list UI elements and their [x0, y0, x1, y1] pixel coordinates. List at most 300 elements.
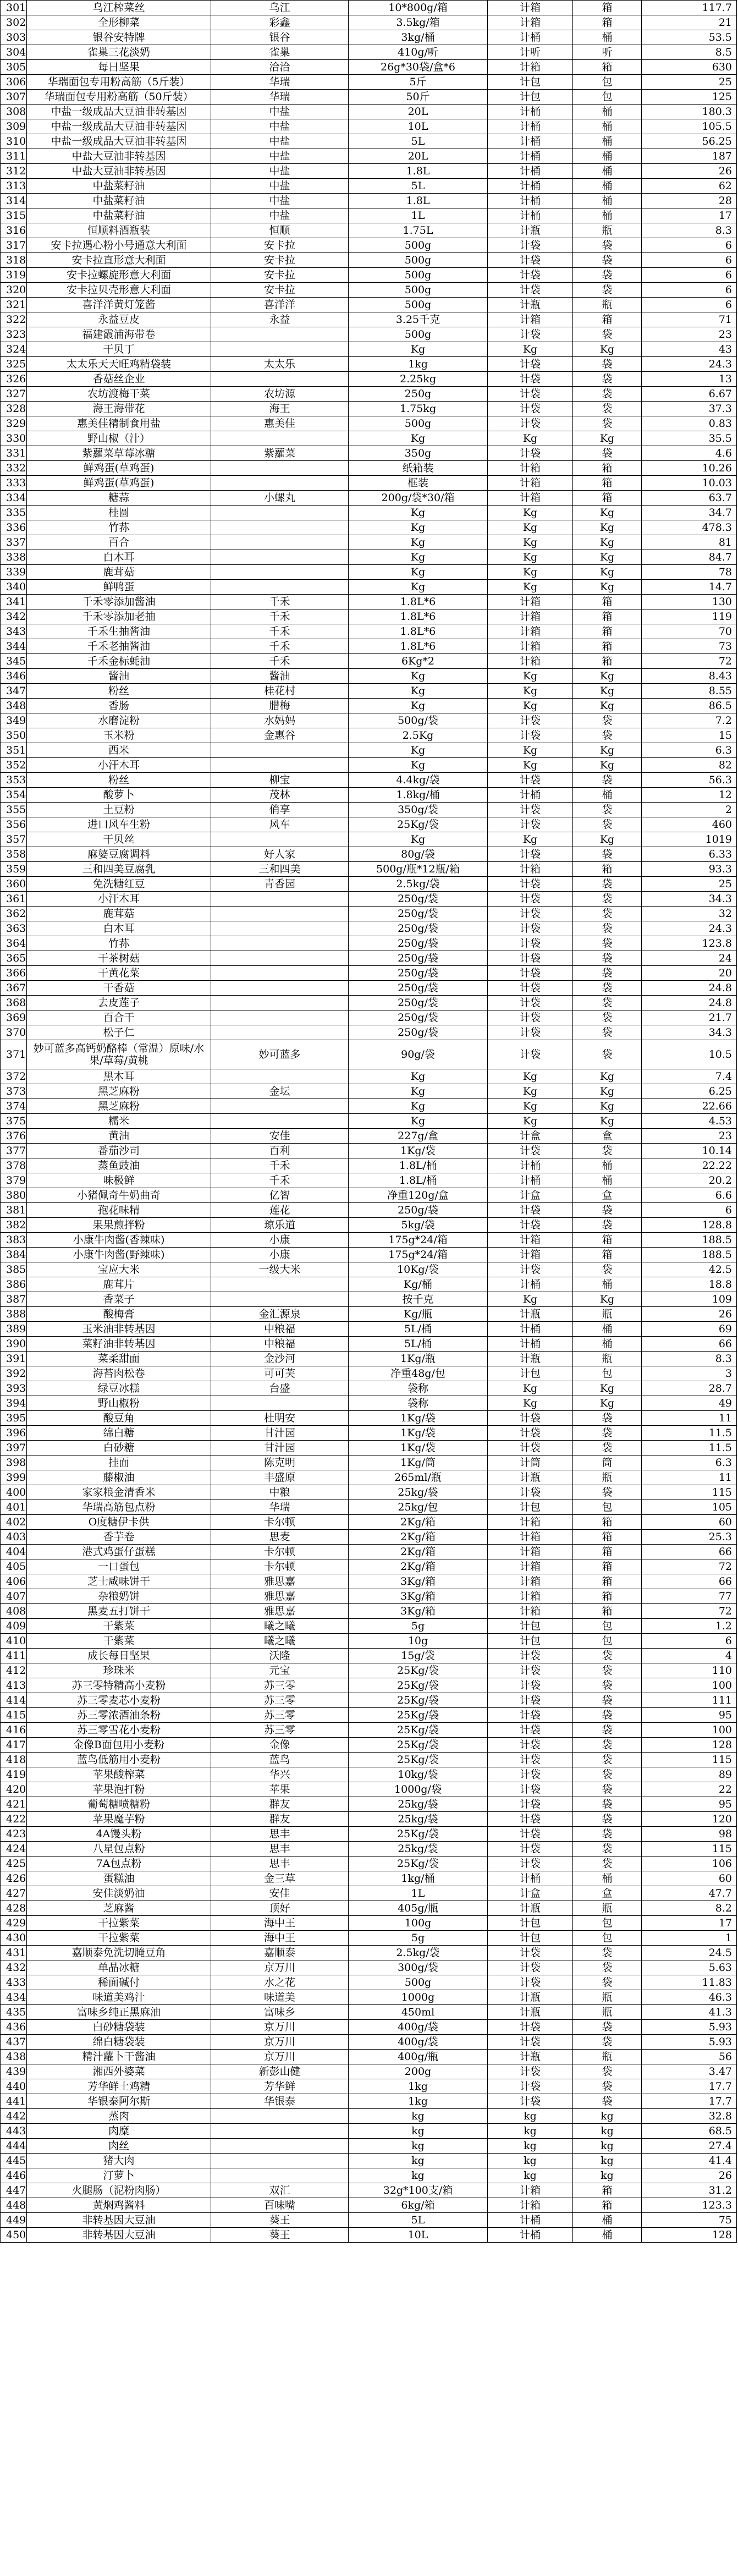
cell-brand	[211, 1025, 349, 1040]
cell-spec: Kg	[349, 565, 488, 580]
cell-unit2: 桶	[573, 1337, 642, 1352]
cell-unit: 计包	[488, 75, 573, 90]
cell-brand: 中盐	[211, 134, 349, 149]
cell-unit: 计包	[488, 1619, 573, 1634]
cell-brand: 雅思嘉	[211, 1604, 349, 1619]
cell-no: 414	[1, 1693, 27, 1708]
cell-price: 4.6	[642, 446, 737, 461]
cell-unit2: 箱	[573, 461, 642, 476]
table-body	[1, 1, 737, 2243]
cell-name: 金像B面包用小麦粉	[27, 1738, 211, 1753]
cell-unit: 计箱	[488, 461, 573, 476]
cell-unit: 计袋	[488, 1441, 573, 1455]
cell-name: 竹荪	[27, 520, 211, 535]
cell-unit: Kg	[488, 580, 573, 595]
cell-spec: Kg	[349, 699, 488, 713]
table-row	[1, 506, 737, 520]
cell-name: 宝应大米	[27, 1262, 211, 1277]
cell-price: 17.7	[642, 2094, 737, 2109]
table-row	[1, 1975, 737, 1990]
cell-price: 100	[642, 1678, 737, 1693]
cell-unit: kg	[488, 2168, 573, 2183]
cell-unit2: Kg	[573, 1114, 642, 1129]
cell-unit2: 箱	[573, 1545, 642, 1559]
cell-price: 8.3	[642, 223, 737, 238]
cell-unit: 计袋	[488, 1426, 573, 1441]
cell-price: 71	[642, 312, 737, 327]
cell-spec: 500g/袋	[349, 713, 488, 728]
cell-brand: 蓝鸟	[211, 1753, 349, 1767]
cell-name: 港式鸡蛋仔蛋糕	[27, 1545, 211, 1559]
cell-unit2: 袋	[573, 2079, 642, 2094]
cell-unit: 计袋	[488, 1040, 573, 1069]
cell-brand	[211, 535, 349, 550]
cell-brand: 千禾	[211, 609, 349, 624]
cell-no: 427	[1, 1886, 27, 1901]
table-row	[1, 1931, 737, 1946]
cell-brand: 俏享	[211, 803, 349, 817]
table-row	[1, 1069, 737, 1084]
cell-name: 单晶冰糖	[27, 1960, 211, 1975]
cell-price: 105.5	[642, 119, 737, 134]
table-row	[1, 1144, 737, 1158]
table-row	[1, 728, 737, 743]
cell-spec: 410g/听	[349, 45, 488, 60]
cell-no: 351	[1, 743, 27, 758]
cell-price: 56	[642, 2050, 737, 2064]
cell-name: 酸豆角	[27, 1411, 211, 1426]
table-row	[1, 491, 737, 506]
cell-price: 100	[642, 1723, 737, 1738]
cell-price: 6.6	[642, 1188, 737, 1203]
cell-unit2: 袋	[573, 268, 642, 283]
cell-unit: 计袋	[488, 2079, 573, 2094]
cell-spec: 1000g/袋	[349, 1782, 488, 1797]
cell-spec: Kg	[349, 1069, 488, 1084]
cell-name: 非转基因大豆油	[27, 2228, 211, 2243]
cell-price: 8.5	[642, 45, 737, 60]
cell-no: 399	[1, 1470, 27, 1485]
cell-no: 314	[1, 194, 27, 208]
cell-no: 344	[1, 639, 27, 654]
cell-no: 327	[1, 387, 27, 402]
cell-no: 449	[1, 2213, 27, 2228]
cell-no: 403	[1, 1530, 27, 1545]
cell-unit: 计袋	[488, 402, 573, 416]
cell-unit2: 袋	[573, 1218, 642, 1233]
cell-price: 11.5	[642, 1441, 737, 1455]
cell-price: 60	[642, 1871, 737, 1886]
table-row	[1, 1946, 737, 1960]
cell-spec: 1.8L	[349, 194, 488, 208]
cell-no: 343	[1, 624, 27, 639]
cell-brand: 银谷	[211, 30, 349, 45]
table-row	[1, 1530, 737, 1545]
cell-no: 372	[1, 1069, 27, 1084]
table-row	[1, 164, 737, 179]
cell-price: 53.5	[642, 30, 737, 45]
cell-unit2: 桶	[573, 2228, 642, 2243]
cell-unit: 计瓶	[488, 1470, 573, 1485]
cell-spec: 3Kg/箱	[349, 1604, 488, 1619]
cell-price: 23	[642, 1129, 737, 1144]
cell-no: 418	[1, 1753, 27, 1767]
cell-no: 405	[1, 1559, 27, 1574]
cell-unit2: 瓶	[573, 1470, 642, 1485]
cell-unit: 计袋	[488, 1857, 573, 1871]
cell-brand	[211, 832, 349, 847]
cell-name: 麻婆豆腐调料	[27, 847, 211, 862]
cell-name: 苹果泡打粉	[27, 1782, 211, 1797]
cell-brand: 陈克明	[211, 1455, 349, 1470]
cell-brand: 千禾	[211, 624, 349, 639]
cell-spec: 1Kg/袋	[349, 1441, 488, 1455]
cell-name: 喜洋洋黄灯笼酱	[27, 298, 211, 312]
cell-unit2: Kg	[573, 580, 642, 595]
cell-spec: 25Kg/袋	[349, 1827, 488, 1842]
cell-brand: 小螺丸	[211, 491, 349, 506]
cell-brand: 水妈妈	[211, 713, 349, 728]
cell-price: 109	[642, 1292, 737, 1307]
cell-spec: 25Kg/袋	[349, 1678, 488, 1693]
cell-unit2: 箱	[573, 2198, 642, 2213]
cell-unit2: 袋	[573, 327, 642, 342]
cell-price: 72	[642, 1559, 737, 1574]
cell-unit2: 筒	[573, 1455, 642, 1470]
cell-spec: 25Kg/袋	[349, 1708, 488, 1723]
cell-price: 6	[642, 1634, 737, 1649]
cell-price: 23	[642, 327, 737, 342]
table-row	[1, 1990, 737, 2005]
cell-name: 苏三零浓酒油条粉	[27, 1708, 211, 1723]
cell-spec: 500g	[349, 298, 488, 312]
cell-name: 嘉顺泰免洗切腌豆角	[27, 1946, 211, 1960]
cell-name: 三和四美豆腐乳	[27, 862, 211, 877]
cell-brand: 卡尔顿	[211, 1545, 349, 1559]
cell-name: 酱油	[27, 669, 211, 684]
table-row	[1, 2005, 737, 2020]
cell-no: 365	[1, 951, 27, 966]
cell-unit2: 袋	[573, 907, 642, 921]
cell-brand: 金坛	[211, 1084, 349, 1099]
table-row	[1, 105, 737, 119]
cell-name: 西米	[27, 743, 211, 758]
cell-no: 400	[1, 1485, 27, 1500]
cell-no: 350	[1, 728, 27, 743]
cell-no: 368	[1, 996, 27, 1010]
cell-unit: 计袋	[488, 2064, 573, 2079]
cell-name: 全形柳菜	[27, 15, 211, 30]
table-row	[1, 1307, 737, 1322]
cell-brand	[211, 981, 349, 996]
cell-price: 8.2	[642, 1901, 737, 1916]
cell-unit2: 袋	[573, 877, 642, 892]
cell-spec: 3Kg/箱	[349, 1574, 488, 1589]
cell-name: 稀面碱付	[27, 1975, 211, 1990]
cell-spec: 袋称	[349, 1396, 488, 1411]
cell-name: 白木耳	[27, 550, 211, 565]
cell-price: 128	[642, 1738, 737, 1753]
cell-spec: 5L/桶	[349, 1337, 488, 1352]
cell-unit: Kg	[488, 506, 573, 520]
cell-unit2: Kg	[573, 1069, 642, 1084]
cell-spec: 5L	[349, 179, 488, 194]
cell-unit: 计包	[488, 1366, 573, 1381]
cell-unit: 计箱	[488, 609, 573, 624]
cell-name: 安卡拉贝壳形意大利面	[27, 283, 211, 298]
cell-price: 120	[642, 1812, 737, 1827]
table-row	[1, 1099, 737, 1114]
cell-price: 24.5	[642, 1946, 737, 1960]
cell-unit2: 瓶	[573, 2050, 642, 2064]
cell-price: 25	[642, 877, 737, 892]
table-row	[1, 446, 737, 461]
cell-name: 绵白糖	[27, 1426, 211, 1441]
cell-unit: 计盒	[488, 1886, 573, 1901]
cell-price: 22.66	[642, 1099, 737, 1114]
table-row	[1, 1084, 737, 1099]
table-row	[1, 713, 737, 728]
cell-unit2: 袋	[573, 1723, 642, 1738]
cell-unit: 计箱	[488, 654, 573, 669]
cell-no: 432	[1, 1960, 27, 1975]
cell-brand: 味道美	[211, 1990, 349, 2005]
cell-unit2: 桶	[573, 194, 642, 208]
cell-brand	[211, 921, 349, 936]
cell-price: 11.5	[642, 1426, 737, 1441]
cell-no: 448	[1, 2198, 27, 2213]
cell-no: 303	[1, 30, 27, 45]
cell-no: 354	[1, 788, 27, 803]
cell-name: 小汗木耳	[27, 758, 211, 773]
cell-brand: 小康	[211, 1248, 349, 1262]
cell-name: 中盐菜籽油	[27, 208, 211, 223]
cell-spec: 250g/袋	[349, 907, 488, 921]
cell-unit: 计包	[488, 1634, 573, 1649]
cell-unit2: Kg	[573, 550, 642, 565]
cell-name: 野山椒粉	[27, 1396, 211, 1411]
cell-spec: 250g/袋	[349, 996, 488, 1010]
cell-price: 188.5	[642, 1248, 737, 1262]
cell-unit2: 桶	[573, 208, 642, 223]
cell-no: 329	[1, 416, 27, 431]
cell-unit2: 袋	[573, 1010, 642, 1025]
cell-no: 332	[1, 461, 27, 476]
cell-no: 367	[1, 981, 27, 996]
cell-no: 339	[1, 565, 27, 580]
cell-name: 小康牛肉酱(野辣味)	[27, 1248, 211, 1262]
cell-brand: 葵王	[211, 2228, 349, 2243]
cell-no: 345	[1, 654, 27, 669]
cell-no: 416	[1, 1723, 27, 1738]
cell-no: 379	[1, 1173, 27, 1188]
cell-price: 17	[642, 1916, 737, 1931]
cell-brand: 安卡拉	[211, 283, 349, 298]
table-row	[1, 951, 737, 966]
cell-no: 435	[1, 2005, 27, 2020]
cell-name: 香芋卷	[27, 1530, 211, 1545]
cell-name: 农坊渡梅干菜	[27, 387, 211, 402]
cell-no: 389	[1, 1322, 27, 1337]
cell-unit2: 袋	[573, 372, 642, 387]
table-row	[1, 1545, 737, 1559]
cell-price: 95	[642, 1797, 737, 1812]
cell-unit2: 袋	[573, 1441, 642, 1455]
table-row	[1, 1262, 737, 1277]
cell-no: 440	[1, 2079, 27, 2094]
cell-spec: 10L	[349, 2228, 488, 2243]
cell-name: 鹿茸片	[27, 1277, 211, 1292]
cell-unit: Kg	[488, 832, 573, 847]
cell-brand	[211, 431, 349, 446]
cell-name: 火腿肠（泥粉肉肠）	[27, 2183, 211, 2198]
table-row	[1, 134, 737, 149]
cell-price: 42.5	[642, 1262, 737, 1277]
cell-unit2: 箱	[573, 491, 642, 506]
cell-no: 434	[1, 1990, 27, 2005]
cell-price: 73	[642, 639, 737, 654]
table-row	[1, 595, 737, 609]
cell-unit2: 包	[573, 1634, 642, 1649]
cell-price: 25.3	[642, 1530, 737, 1545]
cell-unit: 计袋	[488, 416, 573, 431]
cell-name: 玉米粉	[27, 728, 211, 743]
cell-brand: 海中王	[211, 1931, 349, 1946]
cell-no: 383	[1, 1233, 27, 1248]
table-row	[1, 2198, 737, 2213]
cell-no: 421	[1, 1797, 27, 1812]
cell-brand: 元宝	[211, 1663, 349, 1678]
cell-price: 8.43	[642, 669, 737, 684]
cell-no: 302	[1, 15, 27, 30]
cell-spec: 250g/袋	[349, 892, 488, 907]
cell-unit2: 桶	[573, 164, 642, 179]
cell-name: 华瑞面包专用粉高筋（50斤装）	[27, 90, 211, 105]
cell-spec: 1Kg/筒	[349, 1455, 488, 1470]
table-row	[1, 416, 737, 431]
cell-spec: 1000g	[349, 1990, 488, 2005]
cell-no: 374	[1, 1099, 27, 1114]
table-row	[1, 862, 737, 877]
cell-spec: 2.25kg	[349, 372, 488, 387]
cell-spec: 1Kg/袋	[349, 1411, 488, 1426]
cell-spec: Kg	[349, 1084, 488, 1099]
cell-brand	[211, 506, 349, 520]
cell-no: 360	[1, 877, 27, 892]
table-row	[1, 936, 737, 951]
cell-spec: Kg	[349, 580, 488, 595]
cell-price: 84.7	[642, 550, 737, 565]
cell-unit2: 袋	[573, 936, 642, 951]
cell-price: 11	[642, 1411, 737, 1426]
cell-unit2: 袋	[573, 2020, 642, 2035]
cell-unit: 计袋	[488, 1485, 573, 1500]
cell-spec: 300g/袋	[349, 1960, 488, 1975]
table-row	[1, 921, 737, 936]
cell-unit: 计瓶	[488, 1990, 573, 2005]
cell-spec: 400g/袋	[349, 2035, 488, 2050]
cell-brand	[211, 342, 349, 357]
cell-price: 66	[642, 1337, 737, 1352]
cell-name: 土豆粉	[27, 803, 211, 817]
cell-unit2: 桶	[573, 1322, 642, 1337]
cell-spec: 175g*24/箱	[349, 1248, 488, 1262]
cell-brand: 一级大米	[211, 1262, 349, 1277]
cell-spec: 2Kg/箱	[349, 1545, 488, 1559]
cell-spec: 3kg/桶	[349, 30, 488, 45]
cell-brand: 曦之曦	[211, 1634, 349, 1649]
cell-name: 芝士咸味饼干	[27, 1574, 211, 1589]
cell-unit: 计袋	[488, 1842, 573, 1857]
cell-spec: 25Kg/袋	[349, 1857, 488, 1871]
table-row	[1, 1589, 737, 1604]
cell-unit2: 箱	[573, 2183, 642, 2198]
cell-no: 357	[1, 832, 27, 847]
cell-price: 14.7	[642, 580, 737, 595]
cell-no: 422	[1, 1812, 27, 1827]
cell-unit: 计袋	[488, 892, 573, 907]
cell-price: 1.2	[642, 1619, 737, 1634]
table-row	[1, 1559, 737, 1574]
cell-price: 41.3	[642, 2005, 737, 2020]
cell-unit2: 桶	[573, 1173, 642, 1188]
cell-name: 富味乡纯正黑麻油	[27, 2005, 211, 2020]
cell-name: 免洗糖红豆	[27, 877, 211, 892]
cell-brand: 三和四美	[211, 862, 349, 877]
cell-no: 385	[1, 1262, 27, 1277]
cell-brand: 金沙河	[211, 1352, 349, 1366]
cell-unit2: 箱	[573, 1, 642, 15]
cell-name: 中盐一级成品大豆油非转基因	[27, 119, 211, 134]
cell-name: 黑木耳	[27, 1069, 211, 1084]
cell-name: 福建霞浦海带卷	[27, 327, 211, 342]
cell-brand: 中盐	[211, 194, 349, 208]
cell-spec: 3Kg/箱	[349, 1589, 488, 1604]
cell-spec: 80g/袋	[349, 847, 488, 862]
cell-no: 316	[1, 223, 27, 238]
cell-unit: 计袋	[488, 847, 573, 862]
cell-no: 424	[1, 1842, 27, 1857]
cell-price: 6.3	[642, 743, 737, 758]
cell-no: 301	[1, 1, 27, 15]
cell-brand: 嘉顺泰	[211, 1946, 349, 1960]
cell-unit2: 包	[573, 1366, 642, 1381]
cell-price: 49	[642, 1396, 737, 1411]
cell-brand: 思丰	[211, 1842, 349, 1857]
cell-price: 4.53	[642, 1114, 737, 1129]
cell-spec: 500g	[349, 253, 488, 268]
cell-spec: kg	[349, 2154, 488, 2168]
cell-name: 黑芝麻粉	[27, 1084, 211, 1099]
table-row	[1, 268, 737, 283]
cell-spec: kg	[349, 2109, 488, 2124]
table-row	[1, 1158, 737, 1173]
cell-price: 62	[642, 179, 737, 194]
cell-price: 24.8	[642, 996, 737, 1010]
cell-name: 鹿茸菇	[27, 907, 211, 921]
cell-brand	[211, 476, 349, 491]
cell-no: 423	[1, 1827, 27, 1842]
cell-brand: 亿智	[211, 1188, 349, 1203]
cell-unit: 计袋	[488, 387, 573, 402]
cell-brand: 顶好	[211, 1901, 349, 1916]
cell-price: 6.3	[642, 1455, 737, 1470]
cell-unit2: 箱	[573, 476, 642, 491]
cell-name: 绿豆冰糕	[27, 1381, 211, 1396]
cell-brand: 沃隆	[211, 1649, 349, 1663]
cell-no: 312	[1, 164, 27, 179]
table-row	[1, 609, 737, 624]
